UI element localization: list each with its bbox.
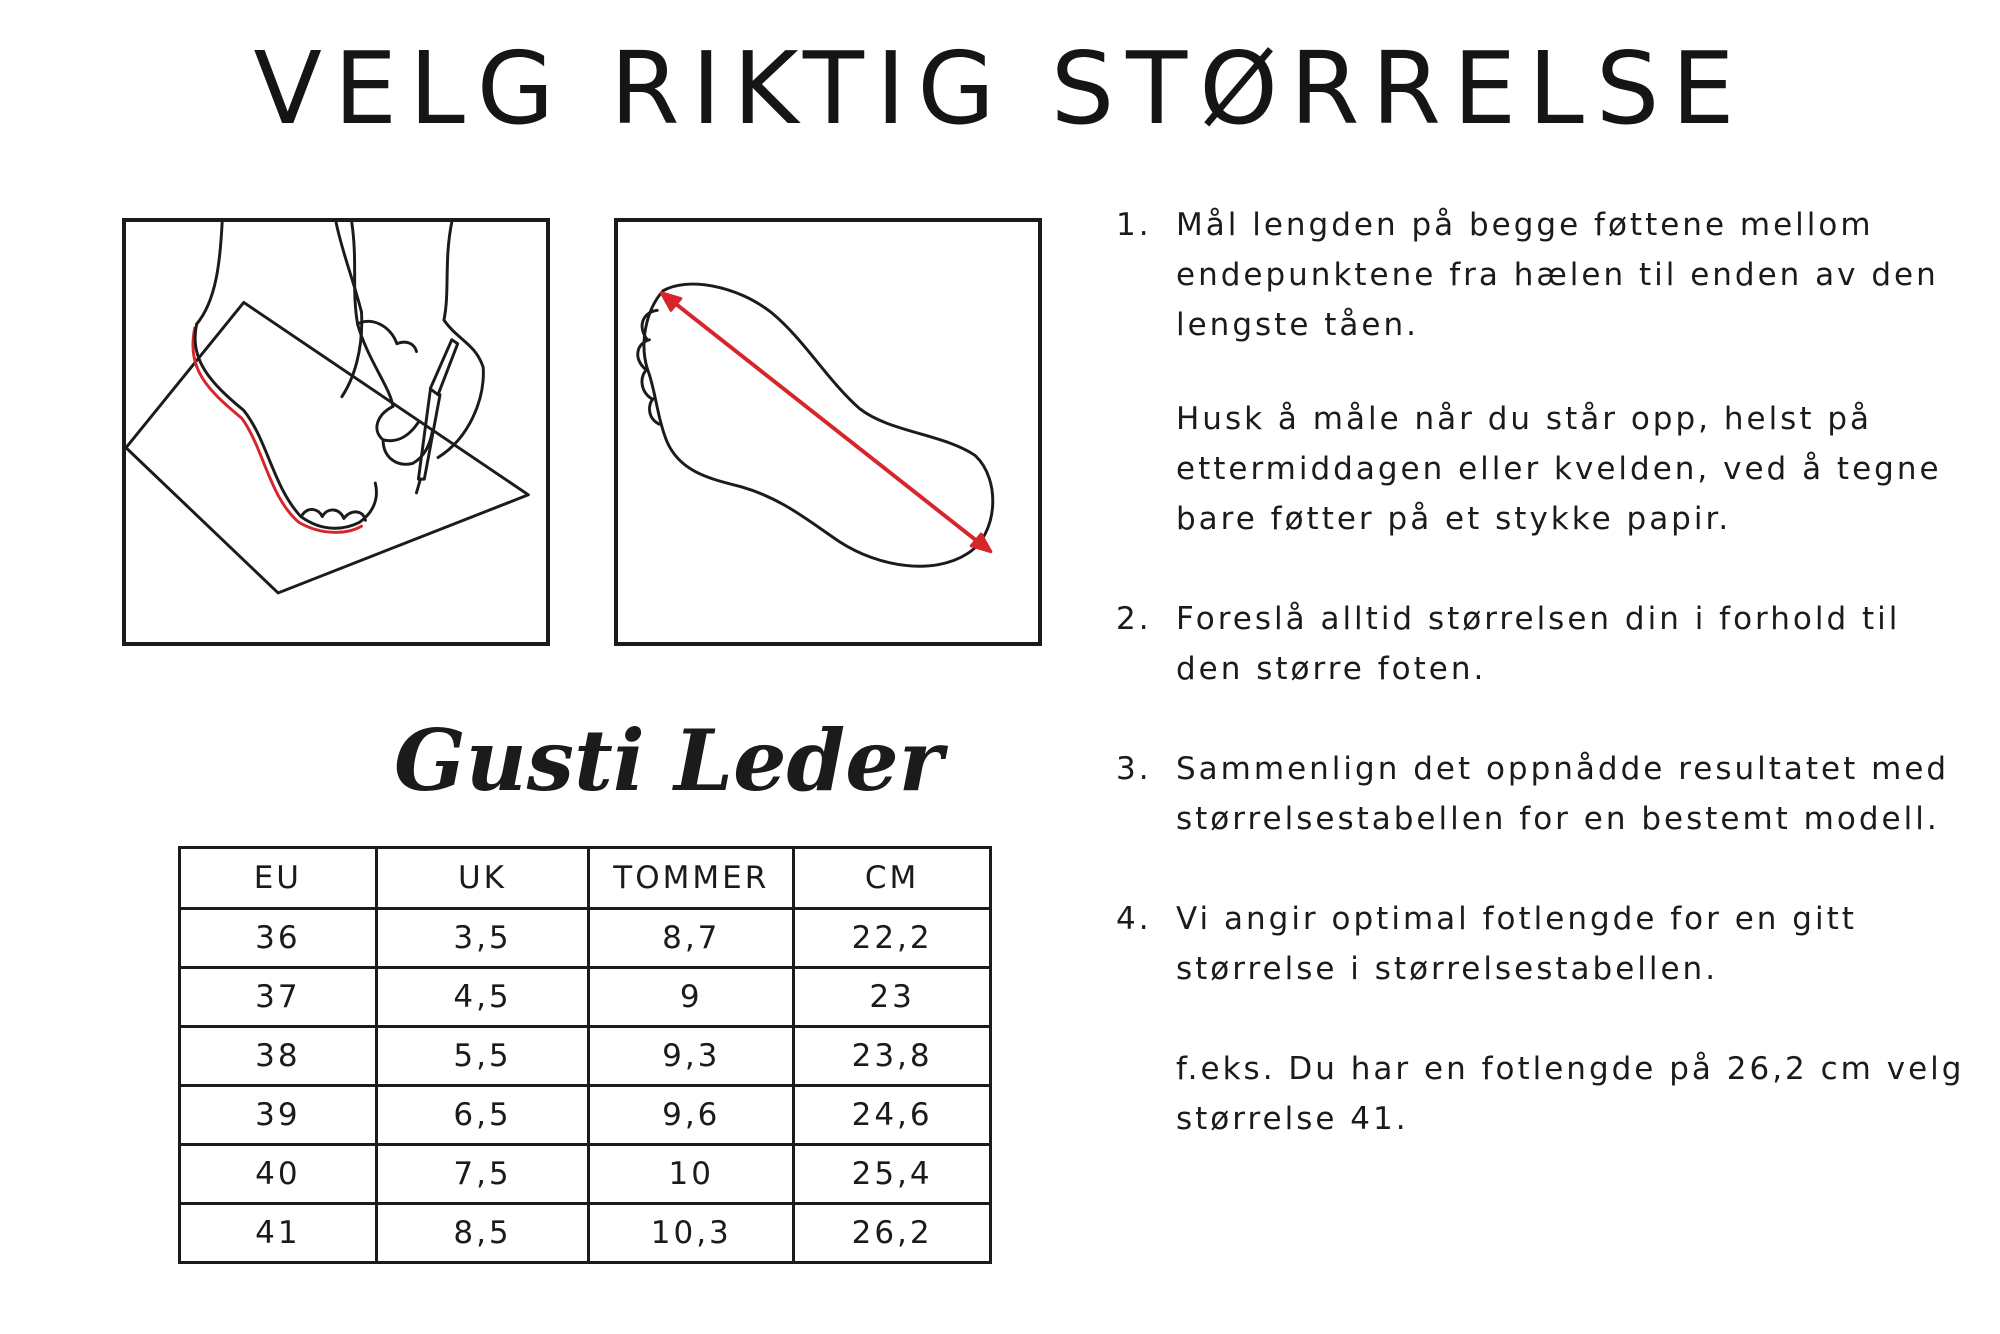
cell-uk: 7,5 bbox=[376, 1145, 589, 1204]
table-row bbox=[180, 968, 991, 1027]
table-row bbox=[180, 1204, 991, 1263]
cell-cm: 24,6 bbox=[794, 1086, 991, 1145]
cell-cm: 25,4 bbox=[794, 1145, 991, 1204]
table-row bbox=[180, 1086, 991, 1145]
cell-tommer: 8,7 bbox=[589, 909, 794, 968]
cell-cm: 23 bbox=[794, 968, 991, 1027]
cell-tommer: 9 bbox=[589, 968, 794, 1027]
step-2 bbox=[1116, 594, 1980, 694]
table-row bbox=[180, 909, 991, 968]
step-1 bbox=[1116, 200, 1980, 544]
step-4 bbox=[1116, 894, 1980, 1144]
step-text: Mål lengden på begge føttene mellom endepunktene fra hælen til enden av den lengste tåen. bbox=[1176, 207, 1939, 343]
cell-cm: 22,2 bbox=[794, 909, 991, 968]
step-note: Husk å måle når du står opp, helst på ettermiddagen eller kvelden, ved å tegne bare føtter på et stykke papir. bbox=[1176, 401, 1942, 537]
size-table bbox=[178, 846, 992, 1264]
cell-uk: 5,5 bbox=[376, 1027, 589, 1086]
cell-uk: 3,5 bbox=[376, 909, 589, 968]
cell-uk: 6,5 bbox=[376, 1086, 589, 1145]
cell-eu: 41 bbox=[180, 1204, 377, 1263]
header-cm: CM bbox=[794, 848, 991, 909]
table-row bbox=[180, 1145, 991, 1204]
drawing-foot-outline-icon bbox=[122, 218, 550, 646]
header-eu: EU bbox=[180, 848, 377, 909]
step-note: f.eks. Du har en fotlengde på 26,2 cm velg størrelse 41. bbox=[1176, 1051, 1965, 1137]
cell-cm: 26,2 bbox=[794, 1204, 991, 1263]
size-table-header-row bbox=[180, 848, 991, 909]
brand-logo-text: Gusti Leder bbox=[394, 711, 943, 810]
cell-eu: 36 bbox=[180, 909, 377, 968]
header-tommer: TOMMER bbox=[589, 848, 794, 909]
step-3 bbox=[1116, 744, 1980, 844]
step-number: 1. bbox=[1116, 207, 1152, 243]
cell-tommer: 10 bbox=[589, 1145, 794, 1204]
step-number: 2. bbox=[1116, 601, 1152, 637]
instruction-list bbox=[1116, 200, 1980, 1144]
cell-eu: 38 bbox=[180, 1027, 377, 1086]
page-title: VELG RIKTIG STØRRELSE bbox=[253, 30, 1747, 147]
cell-tommer: 9,6 bbox=[589, 1086, 794, 1145]
cell-uk: 8,5 bbox=[376, 1204, 589, 1263]
step-text: Vi angir optimal fotlengde for en gitt størrelse i størrelsestabellen. bbox=[1176, 901, 1857, 987]
step-number: 4. bbox=[1116, 901, 1152, 937]
foot-length-measure-icon bbox=[614, 218, 1042, 646]
cell-tommer: 9,3 bbox=[589, 1027, 794, 1086]
step-text: Sammenlign det oppnådde resultatet med størrelsestabellen for en bestemt modell. bbox=[1176, 751, 1950, 837]
cell-eu: 39 bbox=[180, 1086, 377, 1145]
table-row bbox=[180, 1027, 991, 1086]
brand-logo bbox=[386, 690, 943, 820]
cell-tommer: 10,3 bbox=[589, 1204, 794, 1263]
cell-uk: 4,5 bbox=[376, 968, 589, 1027]
cell-cm: 23,8 bbox=[794, 1027, 991, 1086]
cell-eu: 40 bbox=[180, 1145, 377, 1204]
step-number: 3. bbox=[1116, 751, 1152, 787]
step-text: Foreslå alltid størrelsen din i forhold til den større foten. bbox=[1176, 601, 1901, 687]
header-uk: UK bbox=[376, 848, 589, 909]
cell-eu: 37 bbox=[180, 968, 377, 1027]
